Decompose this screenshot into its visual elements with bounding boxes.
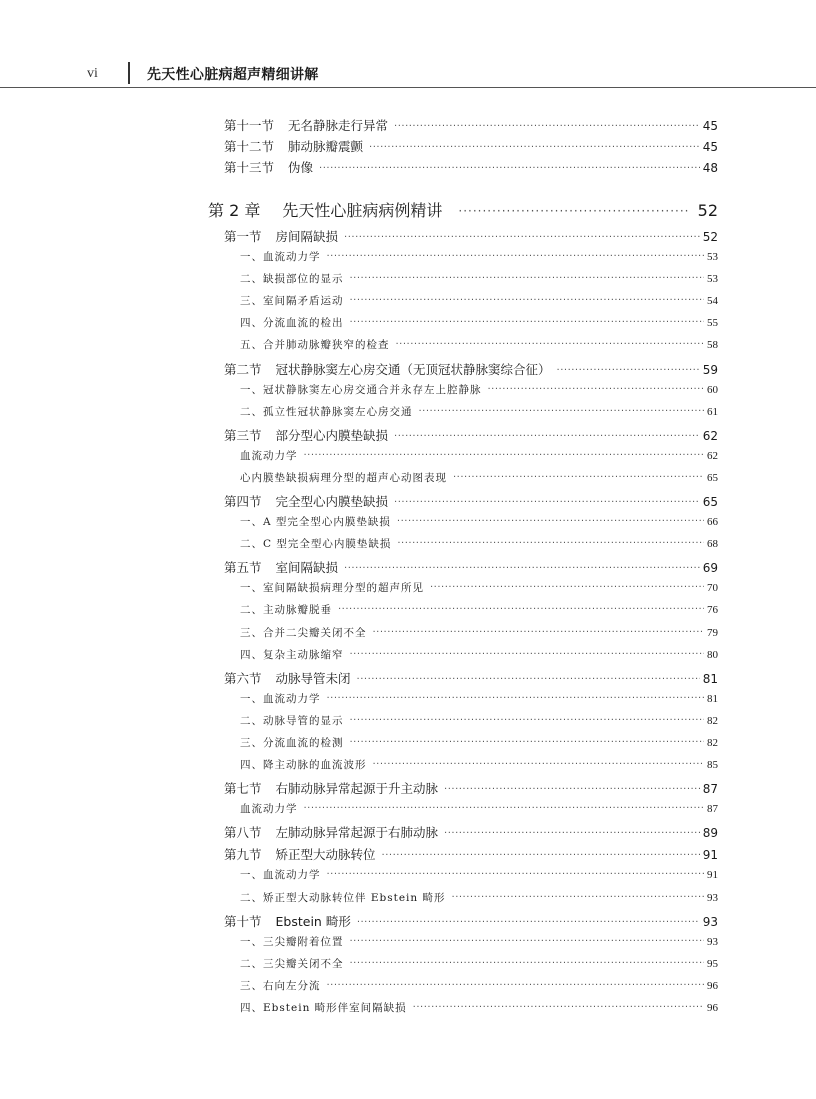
entry-page-number: 79 bbox=[707, 627, 718, 639]
entry-page-number: 93 bbox=[707, 936, 718, 948]
dot-leader bbox=[350, 649, 705, 660]
entry-number: 第三节 bbox=[224, 428, 262, 443]
entry-number: 第十二节 bbox=[224, 139, 275, 154]
entry-title: 室间隔缺损 bbox=[275, 560, 339, 575]
dot-leader bbox=[396, 339, 705, 350]
entry-title: 伪像 bbox=[288, 160, 314, 175]
entry-title: 三、分流血流的检测 bbox=[240, 737, 344, 749]
entry-title: 二、C 型完全型心内膜垫缺损 bbox=[240, 538, 392, 550]
entry-number: 第十一节 bbox=[224, 118, 275, 133]
subsection-entry bbox=[240, 978, 718, 993]
subsection-entry bbox=[240, 404, 718, 419]
subsection-entry bbox=[240, 713, 718, 728]
subsection-entry bbox=[240, 249, 718, 264]
dot-leader bbox=[350, 273, 705, 284]
entry-title: 先天性心脏病病例精讲 bbox=[282, 201, 443, 220]
entry-title: 部分型心内膜垫缺损 bbox=[275, 428, 389, 443]
entry-title: 二、三尖瓣关闭不全 bbox=[240, 958, 344, 970]
dot-leader bbox=[557, 365, 700, 376]
section-entry bbox=[224, 227, 718, 245]
entry-page-number: 68 bbox=[707, 538, 718, 550]
entry-title: 四、降主动脉的血流波形 bbox=[240, 759, 367, 771]
dot-leader bbox=[338, 604, 704, 615]
dot-leader bbox=[373, 627, 705, 638]
dot-leader bbox=[458, 204, 687, 218]
page-header bbox=[0, 0, 816, 88]
dot-leader bbox=[452, 892, 704, 903]
entry-page-number: 89 bbox=[702, 826, 718, 840]
dot-leader bbox=[350, 936, 705, 947]
entry-title: 血流动力学 bbox=[240, 803, 298, 815]
section-entry bbox=[224, 912, 718, 930]
entry-page-number: 70 bbox=[707, 582, 718, 594]
subsection-entry bbox=[240, 382, 718, 397]
entry-page-number: 91 bbox=[702, 848, 718, 862]
entry-page-number: 81 bbox=[707, 693, 718, 705]
subsection-entry bbox=[240, 448, 718, 463]
dot-leader bbox=[413, 1002, 704, 1013]
book-title: 先天性心脏病超声精细讲解 bbox=[147, 67, 319, 83]
dot-leader bbox=[394, 431, 700, 442]
page-number: vi bbox=[87, 66, 98, 81]
entry-title: 二、动脉导管的显示 bbox=[240, 715, 344, 727]
entry-page-number: 48 bbox=[702, 161, 718, 175]
entry-title: 一、A 型完全型心内膜垫缺损 bbox=[240, 516, 391, 528]
entry-number: 第九节 bbox=[224, 847, 262, 862]
entry-title: 四、Ebstein 畸形伴室间隔缺损 bbox=[240, 1002, 407, 1014]
entry-number: 第一节 bbox=[224, 229, 262, 244]
section-entry bbox=[224, 845, 718, 863]
dot-leader bbox=[357, 917, 700, 928]
subsection-entry bbox=[240, 801, 718, 816]
section-entry bbox=[224, 669, 718, 687]
subsection-entry bbox=[240, 867, 718, 882]
dot-leader bbox=[327, 869, 705, 880]
entry-page-number: 82 bbox=[707, 737, 718, 749]
subsection-entry bbox=[240, 293, 718, 308]
dot-leader bbox=[373, 759, 705, 770]
entry-title: 五、合并肺动脉瓣狭窄的检查 bbox=[240, 339, 390, 351]
entry-page-number: 53 bbox=[707, 251, 718, 263]
entry-page-number: 45 bbox=[702, 119, 718, 133]
entry-page-number: 80 bbox=[707, 649, 718, 661]
entry-title: 三、合并二尖瓣关闭不全 bbox=[240, 627, 367, 639]
entry-page-number: 93 bbox=[702, 915, 718, 929]
entry-page-number: 85 bbox=[707, 759, 718, 771]
subsection-entry bbox=[240, 934, 718, 949]
dot-leader bbox=[488, 384, 705, 395]
dot-leader bbox=[327, 251, 705, 262]
section-entry bbox=[224, 360, 718, 378]
entry-page-number: 61 bbox=[707, 406, 718, 418]
section-entry bbox=[224, 426, 718, 444]
entry-title: 血流动力学 bbox=[240, 450, 298, 462]
entry-page-number: 55 bbox=[707, 317, 718, 329]
section-entry bbox=[224, 137, 718, 155]
entry-number: 第六节 bbox=[224, 671, 262, 686]
subsection-entry bbox=[240, 956, 718, 971]
entry-title: 二、主动脉瓣脱垂 bbox=[240, 604, 332, 616]
entry-number: 第十三节 bbox=[224, 160, 275, 175]
entry-title: 房间隔缺损 bbox=[275, 229, 339, 244]
entry-title: 无名静脉走行异常 bbox=[288, 118, 389, 133]
entry-title: 四、复杂主动脉缩窄 bbox=[240, 649, 344, 661]
dot-leader bbox=[444, 784, 700, 795]
subsection-entry bbox=[240, 1000, 718, 1015]
dot-leader bbox=[304, 803, 705, 814]
entry-page-number: 62 bbox=[707, 450, 718, 462]
subsection-entry bbox=[240, 625, 718, 640]
dot-leader bbox=[394, 497, 700, 508]
entry-title: 矫正型大动脉转位 bbox=[275, 847, 376, 862]
dot-leader bbox=[350, 317, 705, 328]
entry-page-number: 87 bbox=[707, 803, 718, 815]
entry-title: 一、室间隔缺损病理分型的超声所见 bbox=[240, 582, 424, 594]
entry-page-number: 93 bbox=[707, 892, 718, 904]
subsection-entry bbox=[240, 602, 718, 617]
dot-leader bbox=[350, 295, 705, 306]
entry-title: 一、血流动力学 bbox=[240, 251, 321, 263]
entry-number: 第七节 bbox=[224, 781, 262, 796]
entry-page-number: 65 bbox=[702, 495, 718, 509]
entry-title: 一、三尖瓣附着位置 bbox=[240, 936, 344, 948]
entry-title: 二、孤立性冠状静脉窦左心房交通 bbox=[240, 406, 413, 418]
section-entry bbox=[224, 823, 718, 841]
subsection-entry bbox=[240, 647, 718, 662]
entry-page-number: 52 bbox=[697, 201, 718, 220]
entry-title: 动脉导管未闭 bbox=[275, 671, 351, 686]
entry-page-number: 59 bbox=[702, 363, 718, 377]
subsection-entry bbox=[240, 757, 718, 772]
dot-leader bbox=[327, 980, 705, 991]
subsection-entry bbox=[240, 735, 718, 750]
entry-title: 三、室间隔矛盾运动 bbox=[240, 295, 344, 307]
dot-leader bbox=[344, 563, 700, 574]
subsection-entry bbox=[240, 691, 718, 706]
entry-title: 三、右向左分流 bbox=[240, 980, 321, 992]
subsection-entry bbox=[240, 337, 718, 352]
entry-title: 二、缺损部位的显示 bbox=[240, 273, 344, 285]
entry-page-number: 91 bbox=[707, 869, 718, 881]
section-entry bbox=[224, 116, 718, 134]
entry-number: 第五节 bbox=[224, 560, 262, 575]
entry-title: 左肺动脉异常起源于右肺动脉 bbox=[275, 825, 439, 840]
section-entry bbox=[224, 779, 718, 797]
entry-page-number: 69 bbox=[702, 561, 718, 575]
entry-title: 心内膜垫缺损病理分型的超声心动图表现 bbox=[240, 472, 447, 484]
entry-page-number: 53 bbox=[707, 273, 718, 285]
dot-leader bbox=[419, 406, 705, 417]
dot-leader bbox=[327, 693, 705, 704]
entry-page-number: 66 bbox=[707, 516, 718, 528]
entry-title: 四、分流血流的检出 bbox=[240, 317, 344, 329]
entry-title: 冠状静脉窦左心房交通（无顶冠状静脉窦综合征） bbox=[275, 362, 551, 377]
entry-title: 肺动脉瓣震颤 bbox=[288, 139, 364, 154]
entry-title: Ebstein 畸形 bbox=[275, 914, 351, 929]
entry-number: 第八节 bbox=[224, 825, 262, 840]
entry-title: 完全型心内膜垫缺损 bbox=[275, 494, 389, 509]
dot-leader bbox=[453, 472, 704, 483]
dot-leader bbox=[444, 828, 700, 839]
dot-leader bbox=[304, 450, 705, 461]
entry-page-number: 60 bbox=[707, 384, 718, 396]
entry-title: 一、冠状静脉窦左心房交通合并永存左上腔静脉 bbox=[240, 384, 482, 396]
entry-page-number: 87 bbox=[702, 782, 718, 796]
entry-page-number: 52 bbox=[702, 230, 718, 244]
entry-page-number: 96 bbox=[707, 980, 718, 992]
entry-page-number: 82 bbox=[707, 715, 718, 727]
dot-leader bbox=[369, 142, 700, 153]
header-divider-bar bbox=[128, 62, 130, 84]
dot-leader bbox=[350, 715, 705, 726]
entry-number: 第 2 章 bbox=[208, 201, 261, 220]
entry-page-number: 81 bbox=[702, 672, 718, 686]
entry-page-number: 54 bbox=[707, 295, 718, 307]
entry-title: 一、血流动力学 bbox=[240, 869, 321, 881]
subsection-entry bbox=[240, 890, 718, 905]
dot-leader bbox=[397, 516, 704, 527]
entry-page-number: 65 bbox=[707, 472, 718, 484]
subsection-entry bbox=[240, 580, 718, 595]
subsection-entry bbox=[240, 315, 718, 330]
entry-number: 第十节 bbox=[224, 914, 262, 929]
dot-leader bbox=[350, 737, 705, 748]
entry-page-number: 96 bbox=[707, 1002, 718, 1014]
entry-page-number: 45 bbox=[702, 140, 718, 154]
entry-title: 二、矫正型大动脉转位伴 Ebstein 畸形 bbox=[240, 892, 446, 904]
section-entry bbox=[224, 558, 718, 576]
entry-page-number: 62 bbox=[702, 429, 718, 443]
dot-leader bbox=[350, 958, 705, 969]
dot-leader bbox=[394, 121, 700, 132]
entry-number: 第二节 bbox=[224, 362, 262, 377]
dot-leader bbox=[344, 232, 700, 243]
entry-page-number: 76 bbox=[707, 604, 718, 616]
subsection-entry bbox=[240, 271, 718, 286]
header-rule bbox=[0, 87, 816, 88]
dot-leader bbox=[357, 674, 700, 685]
entry-title: 一、血流动力学 bbox=[240, 693, 321, 705]
entry-page-number: 95 bbox=[707, 958, 718, 970]
section-entry bbox=[224, 492, 718, 510]
dot-leader bbox=[382, 850, 700, 861]
chapter-entry bbox=[208, 198, 718, 221]
dot-leader bbox=[319, 163, 700, 174]
entry-title: 右肺动脉异常起源于升主动脉 bbox=[275, 781, 439, 796]
dot-leader bbox=[397, 538, 704, 549]
dot-leader bbox=[430, 582, 704, 593]
section-entry bbox=[224, 158, 718, 176]
entry-number: 第四节 bbox=[224, 494, 262, 509]
subsection-entry bbox=[240, 514, 718, 529]
subsection-entry bbox=[240, 536, 718, 551]
subsection-entry bbox=[240, 470, 718, 485]
entry-page-number: 58 bbox=[707, 339, 718, 351]
